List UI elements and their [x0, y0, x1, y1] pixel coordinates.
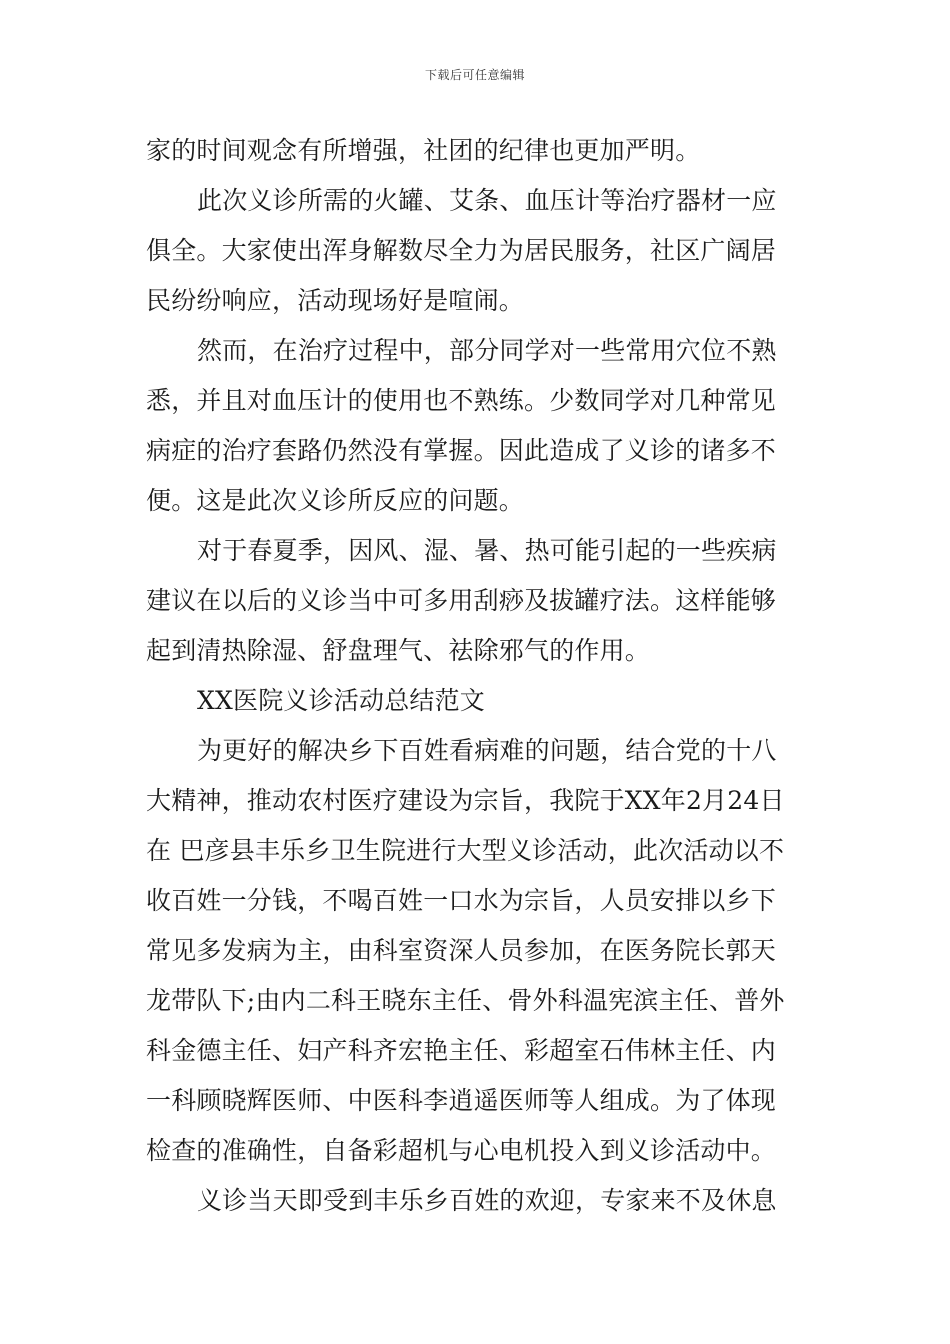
text-line: 为更好的解决乡下百姓看病难的问题，结合党的十八: [197, 736, 777, 765]
text-line: 病症的治疗套路仍然没有掌握。因此造成了义诊的诸多不: [146, 436, 777, 465]
text-line: 义诊当天即受到丰乐乡百姓的欢迎，专家来不及休息: [197, 1186, 777, 1215]
text-line: 大精神，推动农村医疗建设为宗旨，我院于XX年2月24日: [146, 786, 785, 815]
text-line: 收百姓一分钱，不喝百姓一口水为宗旨，人员安排以乡下: [146, 886, 777, 915]
text-line: 一科顾晓辉医师、中医科李逍遥医师等人组成。为了体现: [146, 1086, 777, 1115]
text-line: 龙带队下;由内二科王晓东主任、骨外科温宪滨主任、普外: [146, 986, 785, 1015]
text-line: 检查的准确性，自备彩超机与心电机投入到义诊活动中。: [146, 1136, 777, 1165]
text-line: 在 巴彦县丰乐乡卫生院进行大型义诊活动，此次活动以不: [146, 836, 785, 865]
text-line: 民纷纷响应，活动现场好是喧闹。: [146, 286, 525, 315]
text-line: 俱全。大家使出浑身解数尽全力为居民服务，社区广阔居: [146, 236, 777, 265]
text-line: 家的时间观念有所增强，社团的纪律也更加严明。: [146, 136, 701, 165]
page-header: 下载后可任意编辑: [424, 68, 525, 82]
document-body: [146, 126, 806, 1226]
section-heading: XX医院义诊活动总结范文: [197, 686, 485, 715]
text-line: 科金德主任、妇产科齐宏艳主任、彩超室石伟林主任、内: [146, 1036, 777, 1065]
text-line: 对于春夏季，因风、湿、暑、热可能引起的一些疾病: [197, 536, 777, 565]
text-line: 起到清热除湿、舒盘理气、祛除邪气的作用。: [146, 636, 651, 665]
text-line: 悉，并且对血压计的使用也不熟练。少数同学对几种常见: [146, 386, 777, 415]
text-line: 建议在以后的义诊当中可多用刮痧及拔罐疗法。这样能够: [146, 586, 777, 615]
text-line: 常见多发病为主，由科室资深人员参加，在医务院长郭天: [146, 936, 777, 965]
text-line: 便。这是此次义诊所反应的问题。: [146, 486, 525, 515]
text-line: 然而，在治疗过程中，部分同学对一些常用穴位不熟: [197, 336, 777, 365]
text-line: 此次义诊所需的火罐、艾条、血压计等治疗器材一应: [197, 186, 777, 215]
